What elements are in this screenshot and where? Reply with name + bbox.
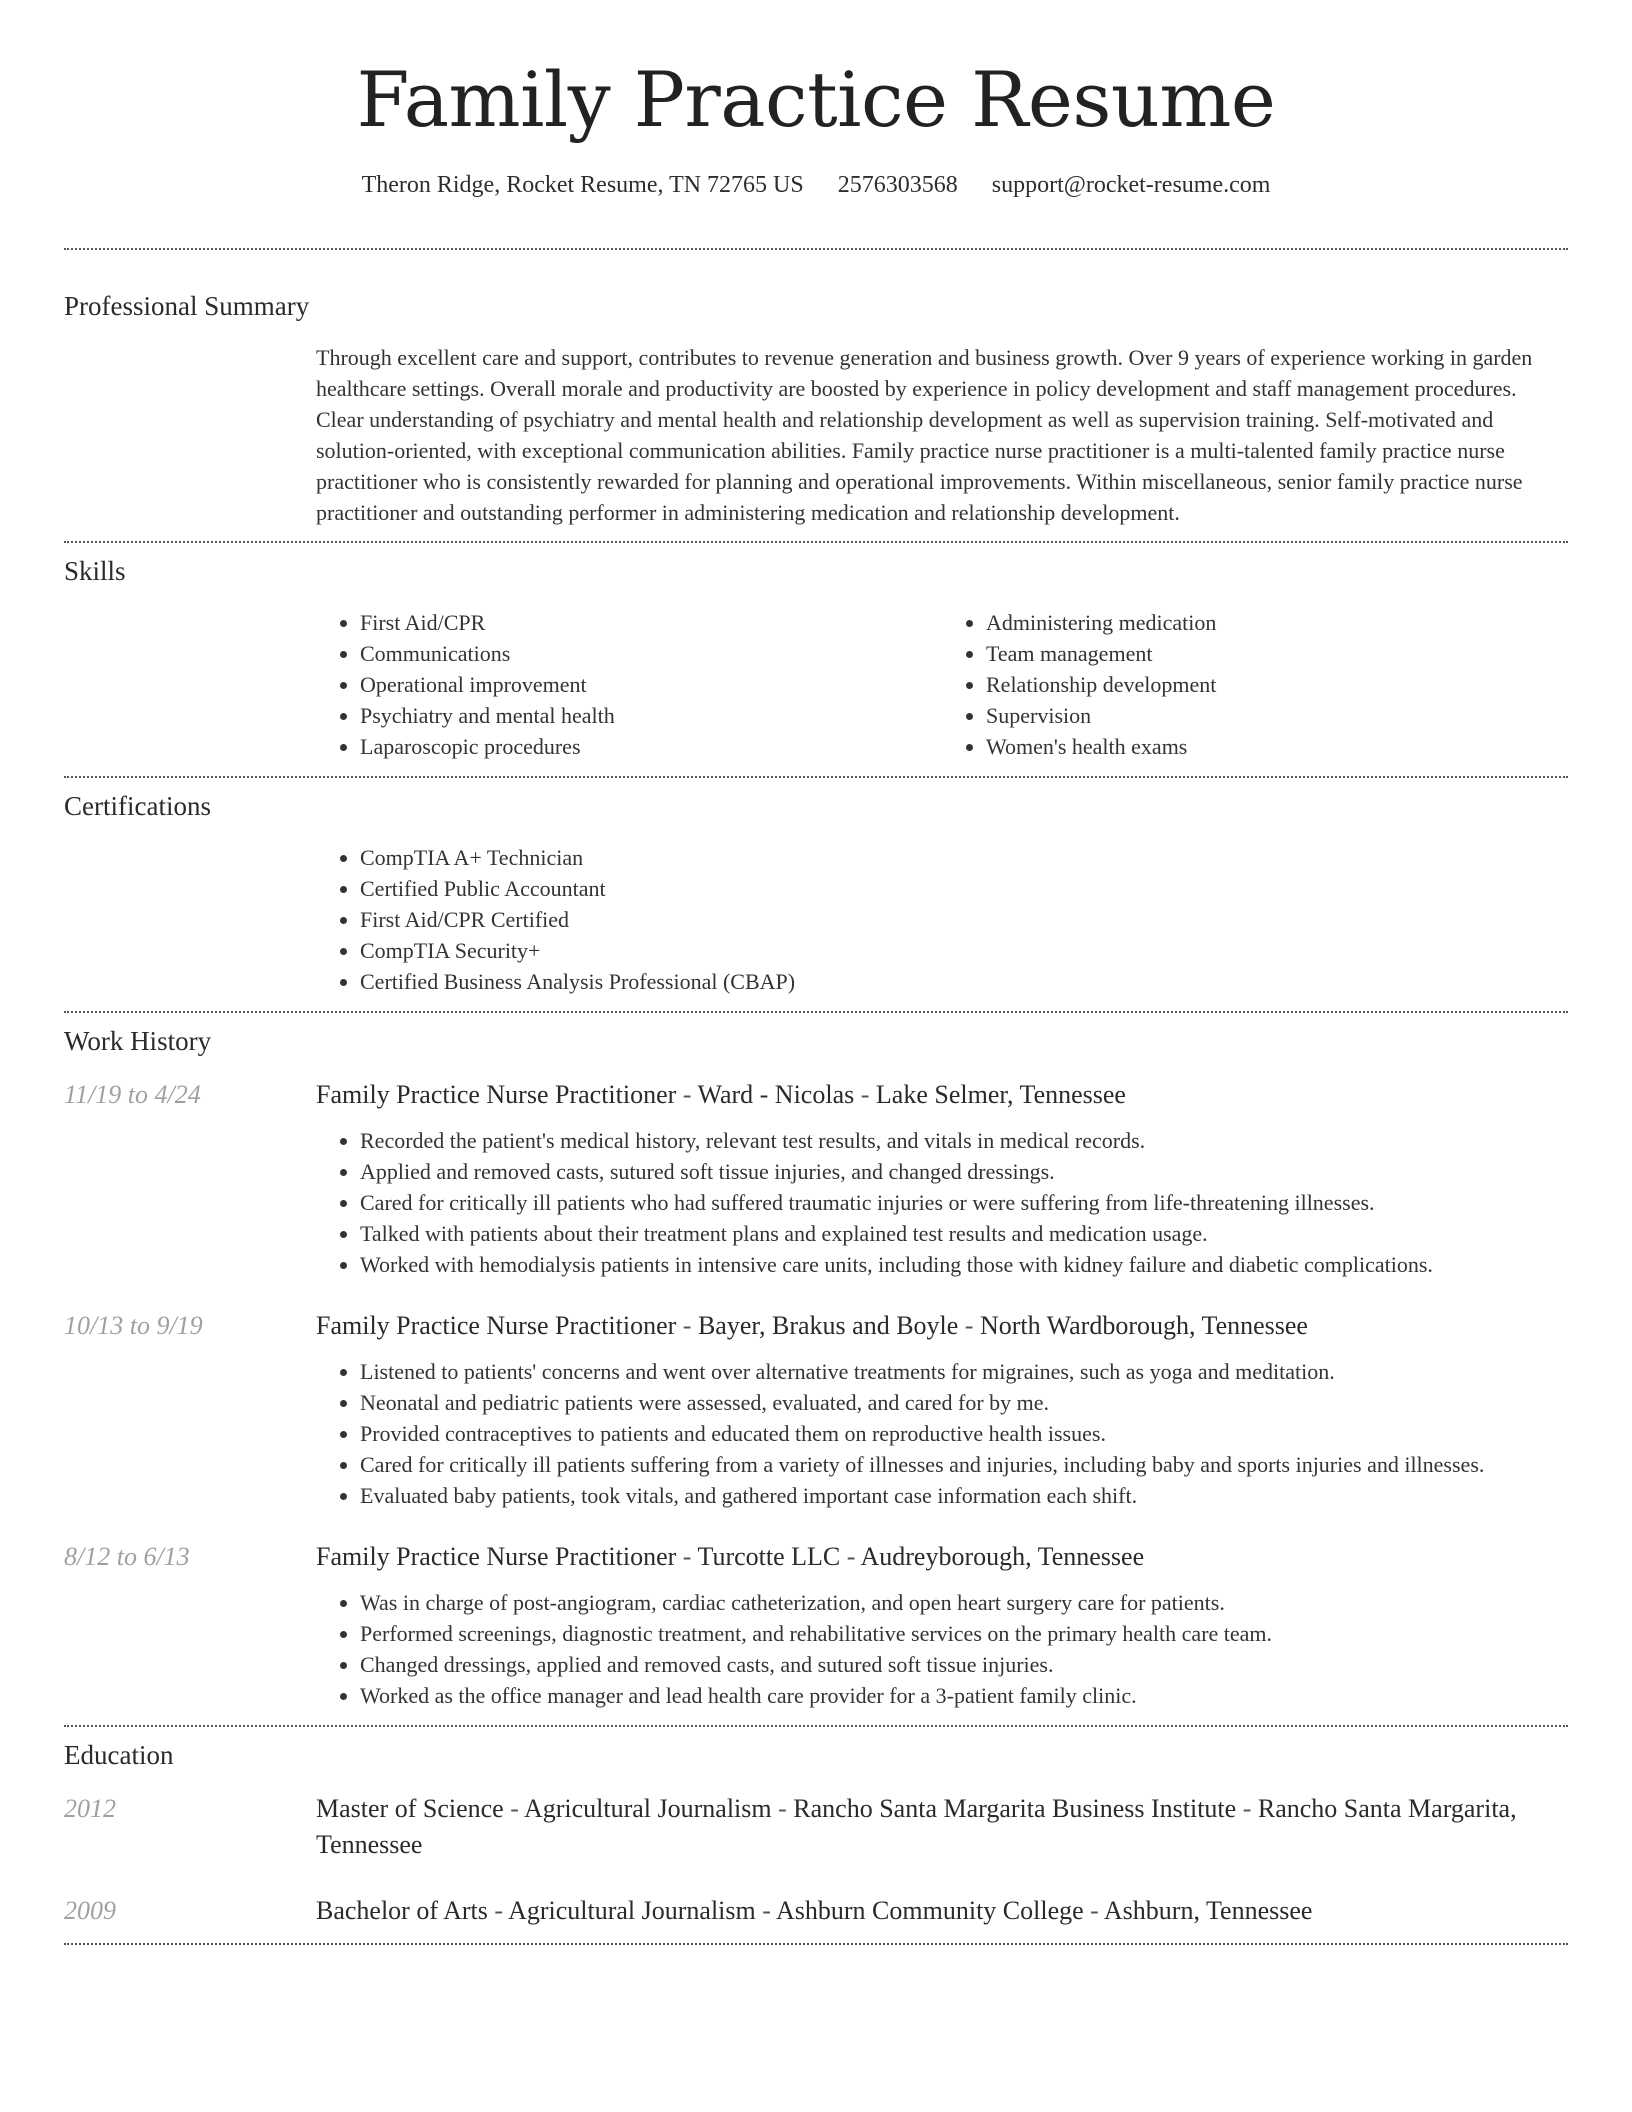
skill-item: • Team management <box>986 638 1568 669</box>
skill-item: • Operational improvement <box>360 669 942 700</box>
job-bullet: • Was in charge of post-angiogram, cardiac catheterization, and open heart surgery care for patients. <box>360 1587 1568 1618</box>
education-degree: Bachelor of Arts <box>316 1896 488 1925</box>
contact-line <box>0 170 1632 200</box>
job-role: Family Practice Nurse Practitioner <box>316 1542 677 1571</box>
certifications-list-wrap <box>316 842 1568 997</box>
job-bullet: • Provided contraceptives to patients and educated them on reproductive health issues. <box>360 1418 1568 1449</box>
certification-item: • First Aid/CPR Certified <box>360 904 1568 935</box>
education-heading: Master of Science - Agricultural Journalism - Rancho Santa Margarita Business Institute - Rancho Santa Margarita, Tennessee <box>316 1794 1517 1859</box>
resume-header <box>0 0 1632 200</box>
job-dates: 10/13 to 9/19 <box>64 1311 203 1340</box>
job-location: North Wardborough, Tennessee <box>979 1311 1308 1340</box>
skill-item: • First Aid/CPR <box>360 607 942 638</box>
job-company: Ward - Nicolas <box>697 1080 855 1109</box>
job-bullets <box>316 1356 1568 1511</box>
contact-email: support@rocket-resume.com <box>991 172 1271 198</box>
education-field: Agricultural Journalism <box>523 1794 772 1823</box>
job-heading: Family Practice Nurse Practitioner - Turcotte LLC - Audreyborough, Tennessee <box>316 1542 1145 1571</box>
job-company: Bayer, Brakus and Boyle <box>697 1311 959 1340</box>
job-dates: 11/19 to 4/24 <box>64 1080 201 1109</box>
contact-address: Theron Ridge, Rocket Resume, TN 72765 US <box>361 172 804 198</box>
education-degree: Master of Science <box>316 1794 504 1823</box>
skills-list-left <box>316 607 942 762</box>
skill-item: • Women's health exams <box>986 731 1568 762</box>
job-bullet: • Cared for critically ill patients who had suffered traumatic injuries or were suffering from life-threatening illnesses. <box>360 1187 1568 1218</box>
job-role: Family Practice Nurse Practitioner <box>316 1311 677 1340</box>
education-school: Ashburn Community College <box>776 1896 1084 1925</box>
job-bullet: • Evaluated baby patients, took vitals, and gathered important case information each shift. <box>360 1480 1568 1511</box>
job-dates: 8/12 to 6/13 <box>64 1542 190 1571</box>
contact-phone: 2576303568 <box>837 172 958 198</box>
certification-item: • CompTIA A+ Technician <box>360 842 1568 873</box>
education-year: 2012 <box>64 1794 116 1823</box>
skill-item: • Psychiatry and mental health <box>360 700 942 731</box>
education-field: Agricultural Journalism <box>508 1896 756 1925</box>
skill-item: • Communications <box>360 638 942 669</box>
job-entry <box>64 1539 1568 1711</box>
education-title: Education <box>64 1740 174 1770</box>
certification-item: • Certified Public Accountant <box>360 873 1568 904</box>
skills-section <box>64 543 1568 762</box>
job-heading: Family Practice Nurse Practitioner - Bayer, Brakus and Boyle - North Wardborough, Tennessee <box>316 1311 1308 1340</box>
job-company: Turcotte LLC <box>697 1542 841 1571</box>
education-location: Rancho Santa Margarita, Tennessee <box>316 1794 1517 1859</box>
skill-item: • Relationship development <box>986 669 1568 700</box>
summary-section <box>64 250 1568 528</box>
page-title: Family Practice Resume <box>356 55 1276 144</box>
job-bullet: • Applied and removed casts, sutured soft tissue injuries, and changed dressings. <box>360 1156 1568 1187</box>
job-location: Lake Selmer, Tennessee <box>875 1080 1126 1109</box>
job-entry <box>64 1308 1568 1511</box>
job-bullets <box>316 1125 1568 1280</box>
education-heading: Bachelor of Arts - Agricultural Journalism - Ashburn Community College - Ashburn, Tennessee <box>316 1896 1313 1925</box>
job-bullet: • Talked with patients about their treatment plans and explained test results and medication usage. <box>360 1218 1568 1249</box>
education-year: 2009 <box>64 1896 116 1925</box>
work-section <box>64 1013 1568 1711</box>
skill-item: • Administering medication <box>986 607 1568 638</box>
skills-list-right <box>942 607 1568 762</box>
education-entry <box>64 1791 1568 1863</box>
skill-item: • Laparoscopic procedures <box>360 731 942 762</box>
skills-title: Skills <box>64 556 126 586</box>
skill-item: • Supervision <box>986 700 1568 731</box>
job-heading: Family Practice Nurse Practitioner - Ward - Nicolas - Lake Selmer, Tennessee <box>316 1080 1126 1109</box>
job-bullet: • Worked as the office manager and lead health care provider for a 3-patient family clinic. <box>360 1680 1568 1711</box>
certifications-title: Certifications <box>64 791 211 821</box>
divider <box>64 1943 1568 1945</box>
work-title: Work History <box>64 1026 212 1056</box>
job-bullet: • Listened to patients' concerns and went over alternative treatments for migraines, such as yoga and meditation. <box>360 1356 1568 1387</box>
skills-columns <box>316 607 1568 762</box>
education-section <box>64 1727 1568 1929</box>
job-bullet: • Cared for critically ill patients suffering from a variety of illnesses and injuries, including baby and sports injuries and illnesses. <box>360 1449 1568 1480</box>
summary-text: Through excellent care and support, contributes to revenue generation and business growth. Over 9 years of experience working in garden healthcare settings. Overall morale and productivity are boosted by experience in policy development and staff management procedures. Clear understanding of psychiatry and mental health and relationship development as well as supervision training. Self-motivated and solution-oriented, with exceptional communication abilities. Family practice nurse practitioner is a multi-talented family practice nurse practitioner who is consistently rewarded for planning and operational improvements. Within miscellaneous, senior family practice nurse practitioner and outstanding performer in administering medication and relationship development. <box>316 345 1533 525</box>
job-bullet: • Performed screenings, diagnostic treatment, and rehabilitative services on the primary health care team. <box>360 1618 1568 1649</box>
certification-item: • CompTIA Security+ <box>360 935 1568 966</box>
education-school: Rancho Santa Margarita Business Institute <box>793 1794 1237 1823</box>
job-bullet: • Changed dressings, applied and removed casts, and sutured soft tissue injuries. <box>360 1649 1568 1680</box>
job-role: Family Practice Nurse Practitioner <box>316 1080 677 1109</box>
certifications-section <box>64 778 1568 997</box>
summary-title: Professional Summary <box>64 291 310 321</box>
certifications-list <box>316 842 1568 997</box>
certification-item: • Certified Business Analysis Professional (CBAP) <box>360 966 1568 997</box>
job-location: Audreyborough, Tennessee <box>860 1542 1145 1571</box>
job-bullet: • Recorded the patient's medical history, relevant test results, and vitals in medical records. <box>360 1125 1568 1156</box>
job-bullet: • Neonatal and pediatric patients were assessed, evaluated, and cared for by me. <box>360 1387 1568 1418</box>
job-entry <box>64 1077 1568 1280</box>
job-bullet: • Worked with hemodialysis patients in intensive care units, including those with kidney failure and diabetic complications. <box>360 1249 1568 1280</box>
job-bullets <box>316 1587 1568 1711</box>
education-location: Ashburn, Tennessee <box>1103 1896 1313 1925</box>
education-entry <box>64 1893 1568 1929</box>
